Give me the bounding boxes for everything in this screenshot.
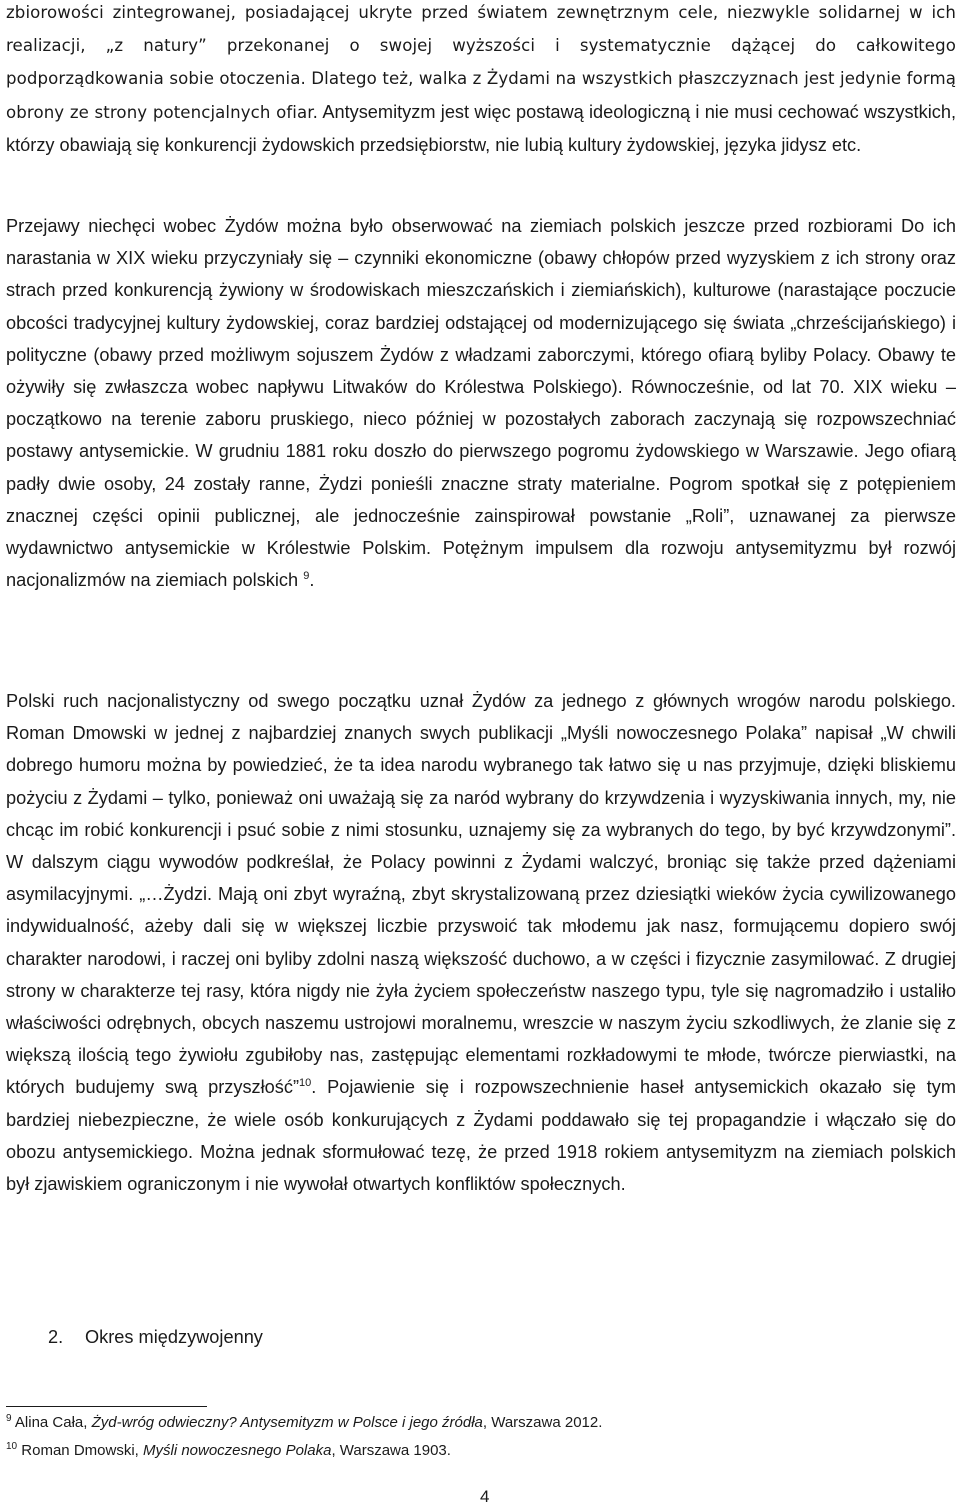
paragraph-3 bbox=[6, 685, 956, 1200]
footnote-ref-10[interactable]: 10 bbox=[299, 1077, 312, 1090]
footnote-ref-9[interactable]: 9 bbox=[303, 570, 310, 583]
section-title: Okres międzywojenny bbox=[85, 1327, 263, 1347]
paragraph-1 bbox=[6, 0, 956, 161]
footnote-10-author: Roman Dmowski, bbox=[21, 1442, 143, 1459]
page-number: 4 bbox=[480, 1487, 490, 1506]
footnote-separator bbox=[6, 1406, 207, 1407]
footnote-9 bbox=[6, 1412, 602, 1434]
footnote-9-details: , Warszawa 2012. bbox=[482, 1414, 603, 1431]
footnote-10-marker: 10 bbox=[6, 1441, 18, 1452]
footnote-9-marker: 9 bbox=[6, 1413, 12, 1424]
paragraph-1-text: Antysemityzm jest więc postawą ideologiczną i nie musi cechować wszystkich, którzy obawiają się konkurencji żydowskich przedsiębiorstw, nie lubią kultury żydowskiej, języka jidysz etc. bbox=[6, 101, 956, 155]
paragraph-3-rest: . Pojawienie się i rozpowszechnienie haseł antysemickich okazało się tym bardziej niebezpieczne, że wiele osób konkurujących z Żydami poddawało się tej propagandzie i włączało się do obozu antysemickiego. Można jednak sformułować tezę, że przed 1918 rokiem antysemityzm na ziemiach polskich był zjawiskiem ograniczonym i nie wywołał otwartych konfliktów społecznych. bbox=[6, 1077, 956, 1195]
footnote-9-title: Żyd-wróg odwieczny? Antysemityzm w Polsce i jego źródła bbox=[91, 1414, 483, 1431]
footnote-9-author: Alina Cała, bbox=[14, 1414, 92, 1431]
paragraph-2-end: . bbox=[309, 570, 315, 591]
footnote-10-details: , Warszawa 1903. bbox=[331, 1442, 451, 1459]
section-number: 2. bbox=[48, 1327, 64, 1347]
paragraph-3-text: Polski ruch nacjonalistyczny od swego początku uznał Żydów za jednego z głównych wrogów narodu polskiego. Roman Dmowski w jednej z najbardziej znanych swych publikacji „Myśli nowoczesnego Polaka” napisał „W chwili dobrego humoru można by powiedzieć, że ta idea narodu wybranego tak łatwo się u nas przyjmuje, dzięki bliskiemu pożyciu z Żydami – tylko, ponieważ oni uważają się za naród wybrany do krzywdzenia i wyzyskiwania innych, my, nie chcąc im robić konkurencji i psuć sobie z nimi stosunku, uznajemy się za wybranych do tego, by być krzywdzonymi”. W dalszym ciągu wywodów podkreślał, że Polacy powinni z Żydami walczyć, broniąc się także przed dążeniami asymilacyjnymi. „…Żydzi. Mają oni zbyt wyraźną, zbyt skrystalizowaną przez dziesiątki wieków życia cywilizowanego indywidualność, ażeby dali się w większej liczbie przyswoić tak młodemu jak nasz, formującemu dopiero swój charakter narodowi, i raczej oni byliby zdolni naszą większość duchowo, a w części i fizycznie zasymilować. Z drugiej strony w charakterze tej rasy, która nigdy nie żyła życiem społeczeństw naszego typu, tyle się nagromadziło i ustaliło właściwości odrębnych, obcych naszemu ustrojowi moralnemu, wreszcie w naszym życiu szkodliwych, że zlanie się z większą ilością tego żywiołu zgubiłoby nas, zastępując elementami rozkładowymi te młode, twórcze pierwiastki, na których budujemy swą przyszłość” bbox=[6, 691, 956, 1098]
paragraph-2-text: Przejawy niechęci wobec Żydów można było obserwować na ziemiach polskich jeszcze przed rozbiorami Do ich narastania w XIX wieku przyczyniały się – czynniki ekonomiczne (obawy chłopów przed wyzyskiem z ich strony oraz strach przed konkurencją żywiony w środowiskach mieszczańskich i ziemiańskich), kulturowe (narastające poczucie obcości tradycyjnej kultury żydowskiej, coraz bardziej odstającej od modernizującego się świata „chrześcijańskiego) i polityczne (obawy przed możliwym sojuszem Żydów z władzami zaborczymi, którego ofiarą byliby Polacy. Obawy te ożywiły się zwłaszcza wobec napływu Litwaków do Królestwa Polskiego). Równocześnie, od lat 70. XIX wieku – początkowo na terenie zaboru pruskiego, nieco później w pozostałych zaborach zaczynają się rozpowszechniać postawy antysemickie. W grudniu 1881 roku doszło do pierwszego pogromu żydowskiego w Warszawie. Jego ofiarą padły dwie osoby, 24 zostały ranne, Żydzi ponieśli znaczne straty materialne. Pogrom spotkał się z potępieniem znacznej części opinii publicznej, ale jednocześnie zainspirował powstanie „Roli”, uznawanej za pierwsze wydawnictwo antysemickie w Królestwie Polskim. Potężnym impulsem dla rozwoju antysemityzmu był rozwój nacjonalizmów na ziemiach polskich bbox=[6, 216, 956, 591]
section-heading bbox=[48, 1321, 263, 1353]
footnote-10 bbox=[6, 1440, 451, 1462]
paragraph-2 bbox=[6, 210, 956, 596]
footnote-10-title: Myśli nowoczesnego Polaka bbox=[143, 1442, 332, 1459]
paragraph-1-opening: zbiorowości zintegrowanej, posiadającej ukryte przed światem zewnętrznym cele, niezwykle solidarnej w ich realizacji, „z natury” przekonanej o swojej wyższości i systematycznie dążącej do całkowitego podporządkowania sobie otoczenia. Dlatego też, walka z Żydami na wszystkich płaszczyznach jest jedynie formą obrony ze strony potencjalnych ofiar. bbox=[6, 3, 956, 122]
